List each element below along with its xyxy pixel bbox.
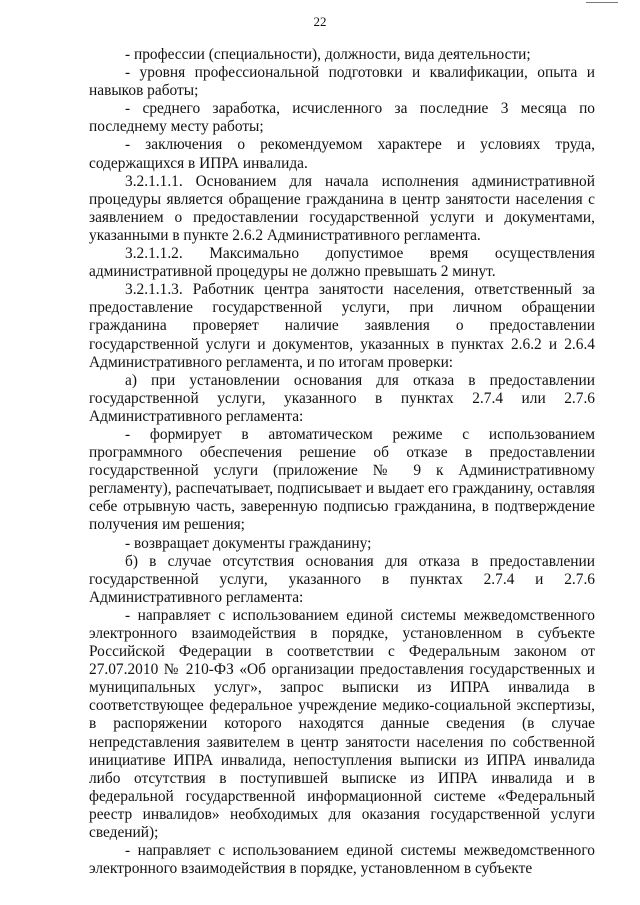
paragraph: - профессии (специальности), должности, вида деятельности; — [125, 46, 531, 63]
document-body — [89, 46, 595, 878]
paragraph: - направляет с использованием единой системы межведомственного электронного взаимодействия в порядке, установленном в субъекте Российской Федерации в соответствии с Федеральным законом от 27.07.2010 № 210-ФЗ «Об организации предоставления государственных и муниципальных услуг», запрос выписки из ИПРА инвалида в соответствующее федеральное учреждение медико-социальной экспертизы, в распоряжении которого находятся данные сведения (в случае непредставления заявителем в центр занятости населения по собственной инициативе ИПРА инвалида, непоступления выписки из ИПРА инвалида либо отсутствия в поступившей выписке из ИПРА инвалида и в федеральной государственной информационной системе «Федеральный реестр инвалидов» необходимых для оказания государственной услуги сведений); — [89, 606, 595, 842]
paragraph: 3.2.1.1.2. Максимально допустимое время осуществления административной процедуры не должно превышать 2 минут. — [89, 245, 595, 281]
paragraph: - формирует в автоматическом режиме с использованием программного обеспечения решение об отказе в предоставлении государственной услуги (приложение № 9 к Административному регламенту), распечатывает, подписывает и выдает его гражданину, оставляя себе отрывную часть, заверенную подписью гражданина, в подтверждение получения им решения; — [89, 425, 595, 534]
paragraph: - направляет с использованием единой системы межведомственного электронного взаимодействия в порядке, установленном в субъекте — [89, 842, 595, 878]
paragraph: а) при установлении основания для отказа в предоставлении государственной услуги, указанного в пунктах 2.7.4 или 2.7.6 Административного регламента: — [89, 371, 595, 425]
paragraph: 3.2.1.1.3. Работник центра занятости населения, ответственный за предоставление государственной услуги, при личном обращении гражданина проверяет наличие заявления о предоставлении государственной услуги и документов, указанных в пунктах 2.6.2 и 2.6.4 Административного регламента, и по итогам проверки: — [89, 281, 595, 371]
scan-mark — [586, 2, 618, 3]
page-number: 22 — [313, 14, 327, 29]
paragraph: 3.2.1.1.1. Основанием для начала исполнения административной процедуры является обращение гражданина в центр занятости населения с заявлением о предоставлении государственной услуги и документами, указанными в пункте 2.6.2 Административного регламента. — [89, 172, 595, 244]
paragraph: - возвращает документы гражданину; — [125, 534, 372, 552]
paragraph: - уровня профессиональной подготовки и квалификации, опыта и навыков работы; — [89, 64, 595, 100]
paragraph: б) в случае отсутствия основания для отказа в предоставлении государственной услуги, указанного в пунктах 2.7.4 и 2.7.6 Административного регламента: — [89, 552, 595, 606]
paragraph: - заключения о рекомендуемом характере и условиях труда, содержащихся в ИПРА инвалида. — [89, 136, 595, 172]
paragraph: - среднего заработка, исчисленного за последние 3 месяца по последнему месту работы; — [89, 100, 595, 136]
